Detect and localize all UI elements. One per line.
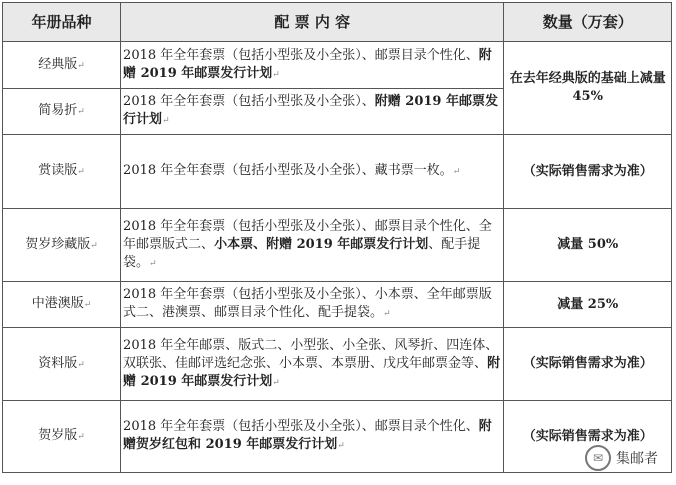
row-content: 2018 年全年套票（包括小型张及小全张）、邮票目录个性化、附赠贺岁红包和 2019 年邮票发行计划↵ <box>121 401 504 473</box>
header-quantity: 数量（万套） <box>504 3 672 42</box>
header-name: 年册品种 <box>3 3 121 42</box>
row-name: 资料版↵ <box>3 328 121 401</box>
table-row <box>3 42 672 89</box>
table-row <box>3 328 672 401</box>
row-name: 中港澳版↵ <box>3 282 121 328</box>
header-content: 配 票 内 容 <box>121 3 504 42</box>
header-row <box>3 3 672 42</box>
wechat-icon: ✉ <box>585 445 611 471</box>
row-content: 2018 年全年套票（包括小型张及小全张）、邮票目录个性化、全年邮票版式二、小本票、附赠 2019 年邮票发行计划、配手提袋。↵ <box>121 209 504 282</box>
table-row <box>3 135 672 209</box>
row-content: 2018 年全年邮票、版式二、小型张、小全张、风琴折、四连体、双联张、佳邮评选纪念张、小本票、本票册、戊戌年邮票金等、附赠 2019 年邮票发行计划↵ <box>121 328 504 401</box>
table-row <box>3 401 672 473</box>
row-content: 2018 年全年套票（包括小型张及小全张）、附赠 2019 年邮票发行计划↵ <box>121 89 504 135</box>
row-quantity: 减量 25% <box>504 282 672 328</box>
row-quantity: （实际销售需求为准） <box>504 135 672 209</box>
row-content: 2018 年全年套票（包括小型张及小全张）、藏书票一枚。↵ <box>121 135 504 209</box>
watermark <box>585 445 658 471</box>
row-content: 2018 年全年套票（包括小型张及小全张）、邮票目录个性化、附赠 2019 年邮票发行计划↵ <box>121 42 504 89</box>
row-quantity: （实际销售需求为准） <box>504 328 672 401</box>
row-name: 贺岁版↵ <box>3 401 121 473</box>
row-name: 赏读版↵ <box>3 135 121 209</box>
row-quantity: 减量 50% <box>504 209 672 282</box>
row-quantity: （实际销售需求为准） <box>504 401 672 473</box>
row-name: 经典版↵ <box>3 42 121 89</box>
watermark-text: 集邮者 <box>616 451 658 467</box>
row-quantity: 在去年经典版的基础上减量 45% <box>504 42 672 135</box>
table-row <box>3 282 672 328</box>
row-name: 简易折↵ <box>3 89 121 135</box>
stamp-yearbook-table <box>2 2 672 473</box>
row-name: 贺岁珍藏版↵ <box>3 209 121 282</box>
table-row <box>3 209 672 282</box>
row-content: 2018 年全年套票（包括小型张及小全张）、小本票、全年邮票版式二、港澳票、邮票目录个性化、配手提袋。↵ <box>121 282 504 328</box>
